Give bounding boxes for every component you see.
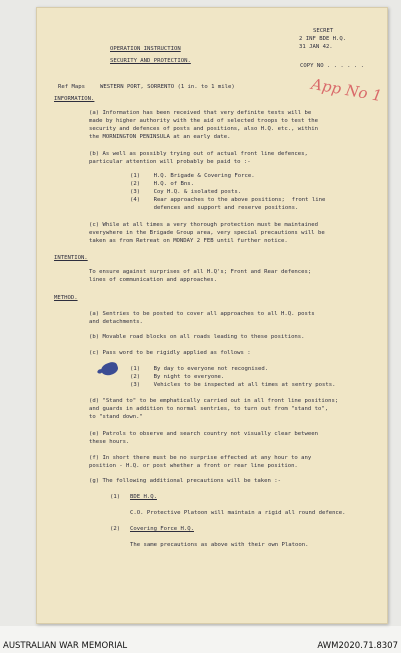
- intention-line-2: lines of communication and approaches.: [89, 277, 217, 283]
- ref-maps-value: WESTERN PORT, SORRENTO (1 in. to 1 mile): [100, 84, 235, 90]
- info-b-item-2: (2) H.Q. of Bns.: [130, 181, 194, 187]
- info-c-line-2: everywhere in the Brigade Group area, very special precautions will be: [89, 230, 325, 236]
- handwritten-annotation: App No 1: [309, 75, 384, 106]
- info-b-item-3: (3) Coy H.Q. & isolated posts.: [130, 189, 242, 195]
- method-e-line-2: these hours.: [89, 439, 130, 445]
- method-c-item-1: (1) By day to everyone not recognised.: [130, 366, 269, 372]
- method-g1-number: (1): [110, 494, 121, 500]
- method-g-line: (g) The following additional precautions will be taken :-: [89, 478, 281, 484]
- method-f-line-1: (f) In short there must be no surprise effected at any hour to any: [89, 455, 312, 461]
- section-heading-method: METHOD.: [54, 295, 78, 301]
- footer-bar: [0, 630, 401, 653]
- date-line: 31 JAN 42.: [299, 44, 333, 50]
- method-f-line-2: position - H.Q. or post whether a front or rear line position.: [89, 463, 298, 469]
- info-b-item-4: (4) Rear approaches to the above positions; front line: [130, 197, 326, 203]
- method-d-line-2: and guards in addition to normal sentries, to turn out from "stand to",: [89, 406, 329, 412]
- ref-maps-label: Ref Maps: [58, 84, 85, 90]
- method-c-line: (c) Pass word to be rigidly applied as follows :: [89, 350, 251, 356]
- method-a-line-1: (a) Sentries to be posted to cover all approaches to all H.Q. posts: [89, 311, 315, 317]
- section-heading-intention: INTENTION.: [54, 255, 88, 261]
- method-d-line-1: (d) "Stand to" to be emphatically carried out in all front line positions;: [89, 398, 339, 404]
- method-g2-number: (2): [110, 526, 121, 532]
- copy-number: COPY NO . . . . . .: [300, 63, 364, 69]
- info-b-item-4-cont: defences and support and reserve positions.: [130, 205, 299, 211]
- info-b-line-1: (b) As well as possibly trying out of actual front line defences,: [89, 151, 308, 157]
- footer-institution: AUSTRALIAN WAR MEMORIAL: [3, 641, 128, 651]
- info-b-item-1: (1) H.Q. Brigade & Covering Force.: [130, 173, 255, 179]
- method-g1-heading: BDE H.Q.: [130, 494, 157, 500]
- method-b-line: (b) Movable road blocks on all roads leading to these positions.: [89, 334, 305, 340]
- method-d-line-3: to "stand down.": [89, 414, 143, 420]
- secret-stamp: SECRET: [313, 28, 334, 34]
- document-subtitle: SECURITY AND PROTECTION.: [110, 58, 191, 64]
- info-c-line-3: taken as from Retreat on MONDAY 2 FEB until further notice.: [89, 238, 288, 244]
- method-g1-text: C.O. Protective Platoon will maintain a rigid all round defence.: [130, 510, 346, 516]
- info-a-line-1: (a) Information has been received that very definite tests will be: [89, 110, 312, 116]
- info-a-line-3: security and defences of posts and positions, also H.Q. etc., within: [89, 126, 319, 132]
- info-a-line-4: the MORNINGTON PENINSULA at an early date.: [89, 134, 231, 140]
- method-c-item-3: (3) Vehicles to be inspected at all times at sentry posts.: [130, 382, 336, 388]
- unit-line: 2 INF BDE H.Q.: [299, 36, 347, 42]
- footer-accession-number: AWM2020.71.8307: [317, 641, 398, 651]
- method-c-item-2: (2) By night to everyone.: [130, 374, 225, 380]
- section-heading-information: INFORMATION.: [54, 96, 95, 102]
- method-e-line-1: (e) Patrols to observe and search country not visually clear between: [89, 431, 319, 437]
- intention-line-1: To ensure against surprises of all H.Q's; Front and Rear defences;: [89, 269, 312, 275]
- info-b-line-2: particular attention will probably be paid to :-: [89, 159, 251, 165]
- document-title: OPERATION INSTRUCTION: [110, 46, 181, 52]
- info-c-line-1: (c) While at all times a very thorough protection must be maintained: [89, 222, 319, 228]
- method-a-line-2: and detachments.: [89, 319, 143, 325]
- method-g2-text: The same precautions as above with their own Platoon.: [130, 542, 309, 548]
- info-a-line-2: made by higher authority with the aid of selected troops to test the: [89, 118, 319, 124]
- method-g2-heading: Covering Force H.Q.: [130, 526, 194, 532]
